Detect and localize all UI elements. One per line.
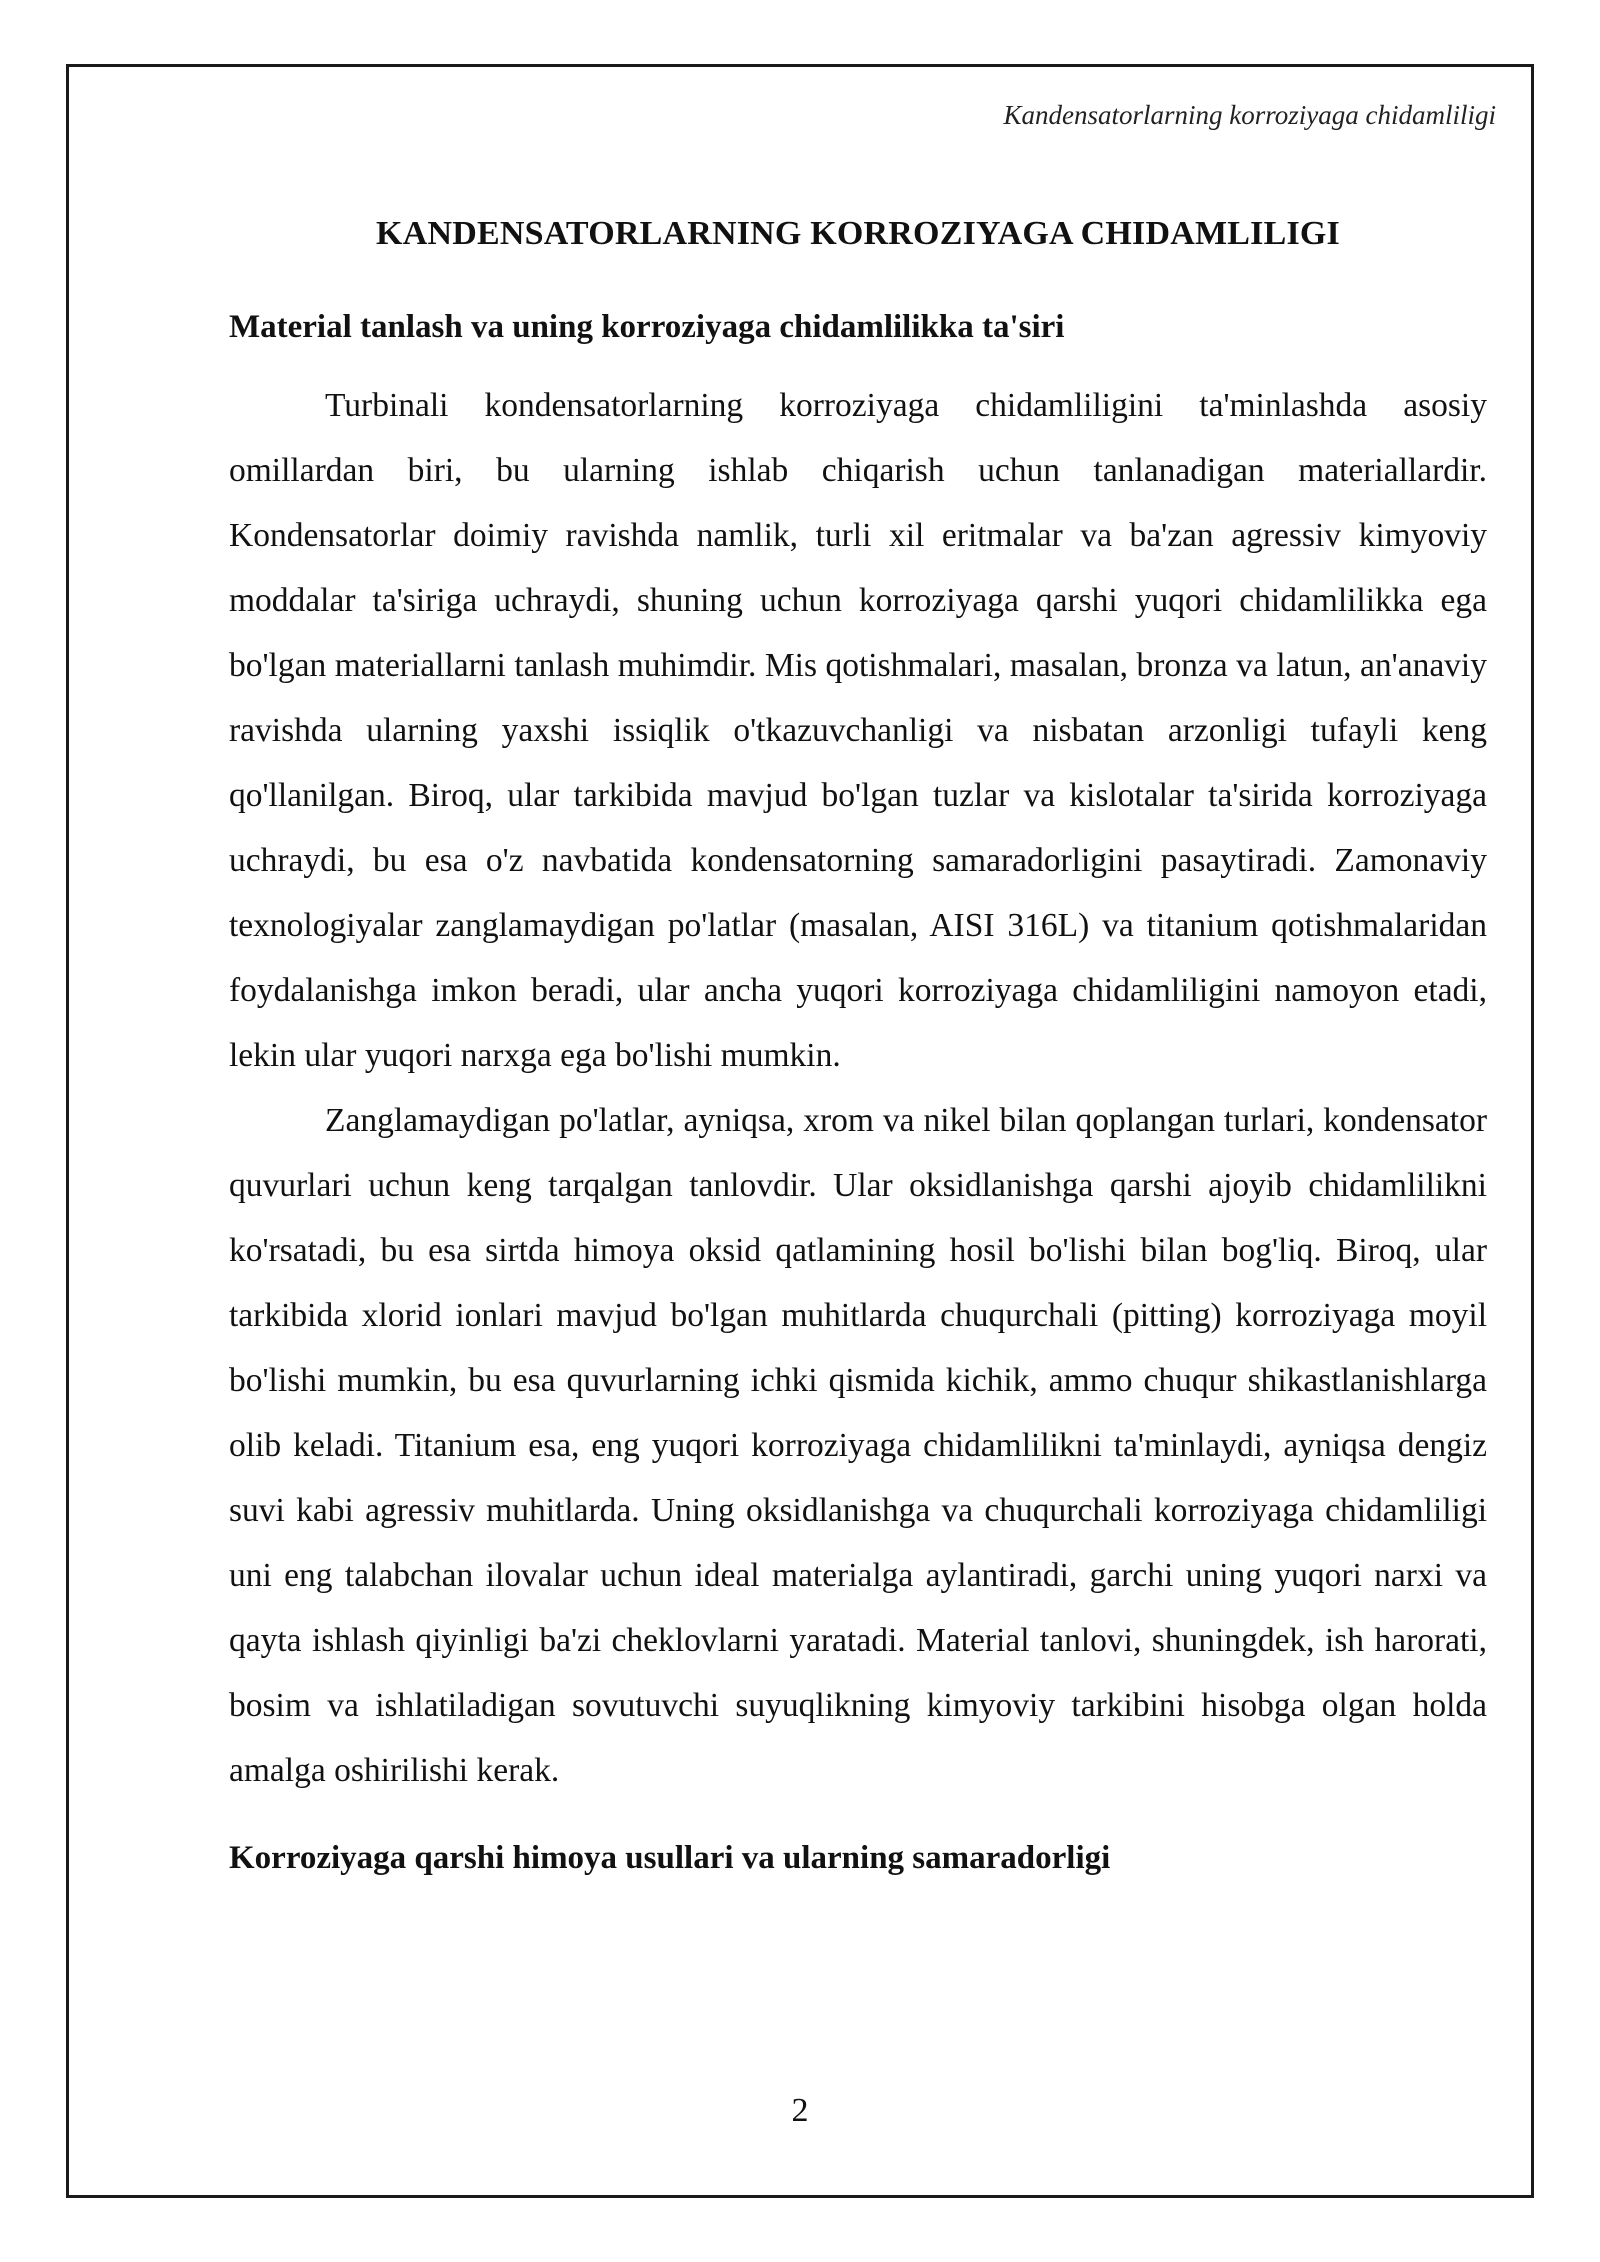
paragraph: Turbinali kondensatorlarning korroziyaga chidamliligini ta'minlashda asosiy omillardan biri, bu ularning ishlab chiqarish uchun tanlanadigan materiallardir. Kondensatorlar doimiy ravishda namlik, turli xil eritmalar va ba'zan agressiv kimyoviy moddalar ta'siriga uchraydi, shuning uchun korroziyaga qarshi yuqori chidamlilikka ega bo'lgan materiallarni tanlash muhimdir. Mis qotishmalari, masalan, bronza va latun, an'anaviy ravishda ularning yaxshi issiqlik o'tkazuvchanligi va nisbatan arzonligi tufayli keng qo'llanilgan. Biroq, ular tarkibida mavjud bo'lgan tuzlar va kislotalar ta'sirida korroziyaga uchraydi, bu esa o'z navbatida kondensatorning samaradorligini pasaytiradi. Zamonaviy texnologiyalar zanglamaydigan po'latlar (masalan, AISI 316L) va titanium qotishmalaridan foydalanishga imkon beradi, ular ancha yuqori korroziyaga chidamliligini namoyon etadi, lekin ular yuqori narxga ega bo'lishi mumkin. bbox=[229, 387, 1487, 1075]
paragraph: Zanglamaydigan po'latlar, ayniqsa, xrom va nikel bilan qoplangan turlari, kondensator quvurlari uchun keng tarqalgan tanlovdir. Ular oksidlanishga qarshi ajoyib chidamlilikni ko'rsatadi, bu esa sirtda himoya oksid qatlamining hosil bo'lishi bilan bog'liq. Biroq, ular tarkibida xlorid ionlari mavjud bo'lgan muhitlarda chuqurchali (pitting) korroziyaga moyil bo'lishi mumkin, bu esa quvurlarning ichki qismida kichik, ammo chuqur shikastlanishlarga olib keladi. Titanium esa, eng yuqori korroziyaga chidamlilikni ta'minlaydi, ayniqsa dengiz suvi kabi agressiv muhitlarda. Uning oksidlanishga va chuqurchali korroziyaga chidamliligi uni eng talabchan ilovalar uchun ideal materialga aylantiradi, garchi uning yuqori narxi va qayta ishlash qiyinligi ba'zi cheklovlarni yaratadi. Material tanlovi, shuningdek, ish harorati, bosim va ishlatiladigan sovutuvchi suyuqlikning kimyoviy tarkibini hisobga olgan holda amalga oshirilishi kerak. bbox=[229, 1102, 1487, 1790]
document-title: KANDENSATORLARNING KORROZIYAGA CHIDAMLILIGI bbox=[376, 215, 1340, 252]
running-header: Kandensatorlarning korroziyaga chidamliligi bbox=[1003, 100, 1496, 130]
section-heading-protection-methods: Korroziyaga qarshi himoya usullari va ularning samaradorligi bbox=[229, 1840, 1111, 1877]
page-number: 2 bbox=[791, 2092, 809, 2129]
section-heading-material-selection: Material tanlash va uning korroziyaga chidamlilikka ta'siri bbox=[229, 309, 1065, 346]
document-body bbox=[229, 212, 1487, 1904]
